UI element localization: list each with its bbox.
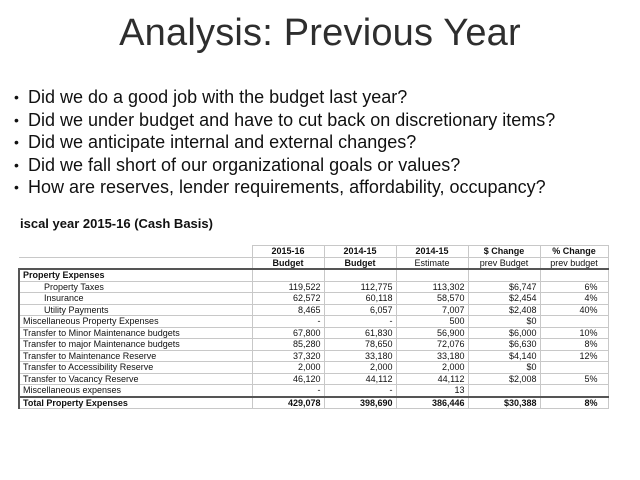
table-row <box>19 350 608 362</box>
estimate-2014-15-cell: 13 <box>396 385 468 397</box>
row-label: Transfer to Vacancy Reserve <box>19 373 252 385</box>
table-row <box>19 385 608 397</box>
budget-2015-16-cell: 37,320 <box>252 350 324 362</box>
table-row <box>19 373 608 385</box>
table-row <box>19 339 608 351</box>
budget-table <box>18 245 609 409</box>
budget-2014-15-cell: 2,000 <box>324 362 396 374</box>
bullet-item <box>14 109 634 132</box>
dollar-change-cell: $2,408 <box>468 304 540 316</box>
total-percent-change-cell: 8% <box>540 397 608 409</box>
header-cell: prev Budget <box>468 257 540 269</box>
budget-2015-16-cell: 67,800 <box>252 327 324 339</box>
empty-cell <box>252 269 324 281</box>
estimate-2014-15-cell: 500 <box>396 316 468 328</box>
bullet-text: Did we anticipate internal and external changes? <box>28 132 417 152</box>
table-row <box>19 327 608 339</box>
total-2014-15-budget-cell: 398,690 <box>324 397 396 409</box>
bullet-item <box>14 86 634 109</box>
total-row <box>19 397 608 409</box>
budget-2015-16-cell: - <box>252 385 324 397</box>
percent-change-cell <box>540 362 608 374</box>
header-cell: % Change <box>540 246 608 258</box>
budget-2014-15-cell: - <box>324 385 396 397</box>
dollar-change-cell: $2,008 <box>468 373 540 385</box>
estimate-2014-15-cell: 44,112 <box>396 373 468 385</box>
budget-2014-15-cell: - <box>324 316 396 328</box>
bullet-dot-icon: • <box>14 89 19 105</box>
total-2015-16-cell: 429,078 <box>252 397 324 409</box>
table-header-row <box>19 246 608 258</box>
row-label: Utility Payments <box>19 304 252 316</box>
row-label: Transfer to Accessibility Reserve <box>19 362 252 374</box>
empty-cell <box>540 269 608 281</box>
percent-change-cell: 40% <box>540 304 608 316</box>
estimate-2014-15-cell: 56,900 <box>396 327 468 339</box>
budget-2015-16-cell: 119,522 <box>252 281 324 293</box>
empty-cell <box>324 269 396 281</box>
percent-change-cell: 4% <box>540 293 608 305</box>
percent-change-cell: 5% <box>540 373 608 385</box>
row-label: Transfer to Maintenance Reserve <box>19 350 252 362</box>
budget-2014-15-cell: 6,057 <box>324 304 396 316</box>
estimate-2014-15-cell: 113,302 <box>396 281 468 293</box>
table-row <box>19 362 608 374</box>
row-label: Transfer to major Maintenance budgets <box>19 339 252 351</box>
bullet-dot-icon: • <box>14 156 19 173</box>
dollar-change-cell: $6,747 <box>468 281 540 293</box>
table-row <box>19 293 608 305</box>
bullet-item <box>14 176 634 199</box>
table-row <box>19 316 608 328</box>
row-label: Transfer to Minor Maintenance budgets <box>19 327 252 339</box>
bullet-text: Did we do a good job with the budget last year? <box>28 87 408 107</box>
table-subheader-row <box>19 257 608 269</box>
dollar-change-cell: $0 <box>468 362 540 374</box>
table-row <box>19 281 608 293</box>
total-2014-15-estimate-cell: 386,446 <box>396 397 468 409</box>
budget-2014-15-cell: 112,775 <box>324 281 396 293</box>
empty-cell <box>396 269 468 281</box>
row-label: Property Taxes <box>19 281 252 293</box>
budget-2014-15-cell: 78,650 <box>324 339 396 351</box>
dollar-change-cell: $4,140 <box>468 350 540 362</box>
percent-change-cell: 6% <box>540 281 608 293</box>
header-cell: 2014-15 <box>324 246 396 258</box>
header-cell: 2015-16 <box>252 246 324 258</box>
header-cell: Budget <box>324 257 396 269</box>
row-label: Insurance <box>19 293 252 305</box>
empty-cell <box>468 269 540 281</box>
budget-2014-15-cell: 33,180 <box>324 350 396 362</box>
estimate-2014-15-cell: 58,570 <box>396 293 468 305</box>
bullet-text: Did we under budget and have to cut back on discretionary items? <box>28 109 556 130</box>
percent-change-cell <box>540 316 608 328</box>
header-cell: $ Change <box>468 246 540 258</box>
dollar-change-cell: $2,454 <box>468 293 540 305</box>
bullet-dot-icon: • <box>14 134 19 150</box>
total-label: Total Property Expenses <box>19 397 252 409</box>
dollar-change-cell: $0 <box>468 316 540 328</box>
percent-change-cell <box>540 385 608 397</box>
budget-2014-15-cell: 60,118 <box>324 293 396 305</box>
budget-2015-16-cell: 8,465 <box>252 304 324 316</box>
bullet-text: How are reserves, lender requirements, affordability, occupancy? <box>28 177 546 197</box>
budget-2014-15-cell: 44,112 <box>324 373 396 385</box>
header-cell: 2014-15 <box>396 246 468 258</box>
table-cutoff-title: iscal year 2015-16 (Cash Basis) <box>20 216 213 231</box>
header-cell <box>19 257 252 269</box>
section-row <box>19 269 608 281</box>
bullet-list <box>14 86 634 199</box>
row-label: Miscellaneous Property Expenses <box>19 316 252 328</box>
budget-2015-16-cell: 62,572 <box>252 293 324 305</box>
percent-change-cell: 10% <box>540 327 608 339</box>
estimate-2014-15-cell: 33,180 <box>396 350 468 362</box>
total-dollar-change-cell: $30,388 <box>468 397 540 409</box>
estimate-2014-15-cell: 2,000 <box>396 362 468 374</box>
estimate-2014-15-cell: 7,007 <box>396 304 468 316</box>
section-label: Property Expenses <box>19 269 252 281</box>
percent-change-cell: 8% <box>540 339 608 351</box>
bullet-item <box>14 131 634 154</box>
bullet-item <box>14 154 634 177</box>
budget-2015-16-cell: 85,280 <box>252 339 324 351</box>
slide-title: Analysis: Previous Year <box>119 12 521 54</box>
bullet-dot-icon: • <box>14 111 19 128</box>
header-cell: Budget <box>252 257 324 269</box>
row-label: Miscellaneous expenses <box>19 385 252 397</box>
budget-2015-16-cell: 2,000 <box>252 362 324 374</box>
budget-2015-16-cell: 46,120 <box>252 373 324 385</box>
budget-2014-15-cell: 61,830 <box>324 327 396 339</box>
table-row <box>19 304 608 316</box>
budget-2015-16-cell: - <box>252 316 324 328</box>
header-cell <box>19 246 252 258</box>
dollar-change-cell: $6,000 <box>468 327 540 339</box>
dollar-change-cell <box>468 385 540 397</box>
estimate-2014-15-cell: 72,076 <box>396 339 468 351</box>
bullet-text: Did we fall short of our organizational goals or values? <box>28 154 461 175</box>
bullet-dot-icon: • <box>14 179 19 195</box>
header-cell: Estimate <box>396 257 468 269</box>
header-cell: prev budget <box>540 257 608 269</box>
percent-change-cell: 12% <box>540 350 608 362</box>
budget-table-snapshot <box>18 216 618 462</box>
dollar-change-cell: $6,630 <box>468 339 540 351</box>
